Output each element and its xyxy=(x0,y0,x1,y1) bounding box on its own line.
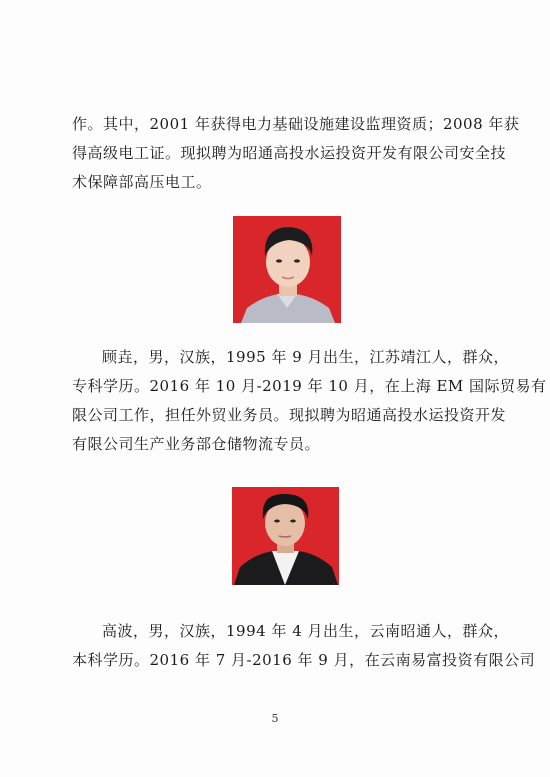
text-line: 得高级电工证。现拟聘为昭通高投水运投资开发有限公司安全技 xyxy=(72,144,507,162)
text-line: 专科学历。2016 年 10 月-2019 年 10 月，在上海 EM 国际贸易有 xyxy=(72,377,547,395)
paragraph-gu-yao xyxy=(72,343,547,459)
text-line: 限公司工作，担任外贸业务员。现拟聘为昭通高投水运投资开发 xyxy=(72,406,507,424)
text-line: 术保障部高压电工。 xyxy=(72,173,212,191)
paragraph-continuation xyxy=(72,110,520,197)
page-number: 5 xyxy=(271,712,279,725)
text-line: 有限公司生产业务部仓储物流专员。 xyxy=(72,435,321,453)
text-line: 作。其中，2001 年获得电力基础设施建设监理资质；2008 年获 xyxy=(72,115,520,133)
portrait-photo-gu-yao xyxy=(233,216,341,323)
portrait-photo-gao-bo xyxy=(232,487,339,585)
paragraph-gao-bo xyxy=(72,617,536,675)
text-line: 本科学历。2016 年 7 月-2016 年 9 月，在云南易富投资有限公司 xyxy=(72,651,536,669)
text-line: 高波，男，汉族，1994 年 4 月出生，云南昭通人，群众， xyxy=(102,622,510,640)
text-line: 顾垚，男，汉族，1995 年 9 月出生，江苏靖江人，群众， xyxy=(102,348,510,366)
